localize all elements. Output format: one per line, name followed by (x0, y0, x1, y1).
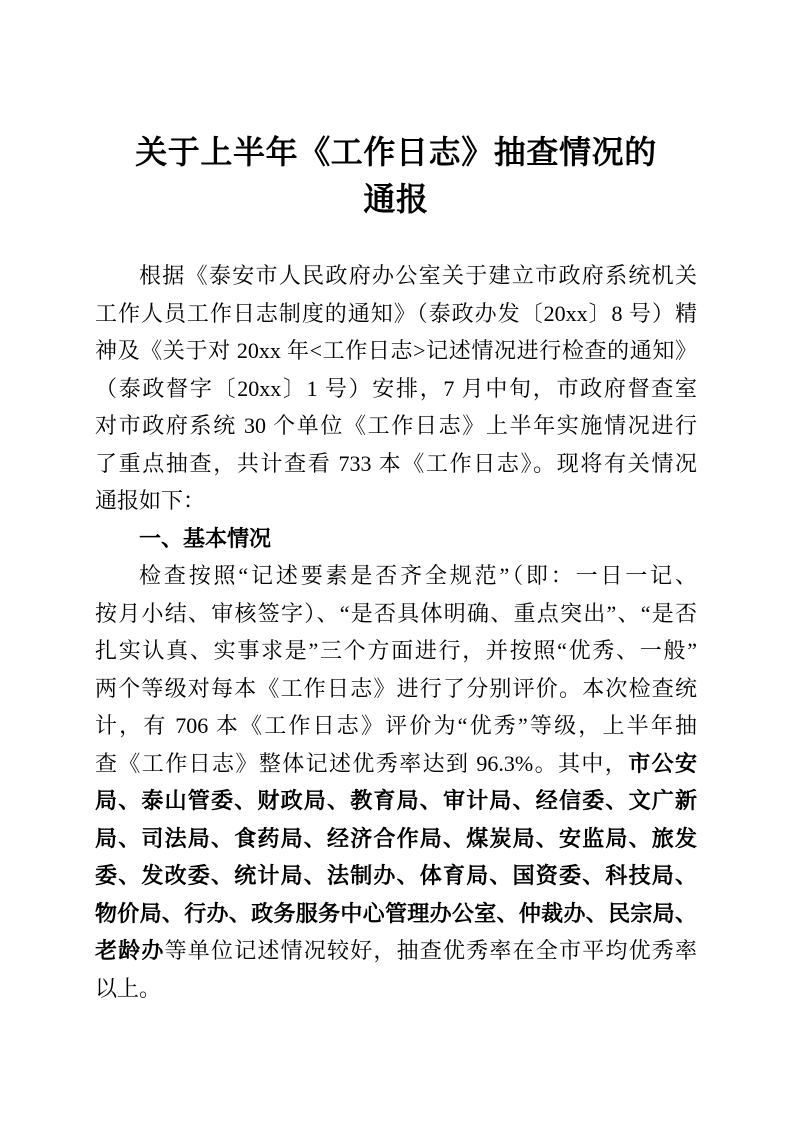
document-content (95, 0, 697, 1007)
text-line (95, 895, 697, 933)
title-line-1: 关于上半年《工作日志》抽查情况的 (135, 134, 657, 170)
text-line (95, 482, 697, 520)
bold-text-run: 委、发改委、统计局、法制办、体育局、国资委、科技局、 (95, 863, 697, 888)
bold-text-run: 市公安 (628, 750, 697, 776)
text-line (95, 332, 697, 370)
text-run: 以上。 (95, 975, 162, 1001)
paragraph-intro (95, 257, 697, 520)
text-line (95, 632, 697, 670)
text-line (95, 257, 697, 295)
text-line (95, 370, 697, 408)
text-run: 根据《泰安市人民政府办公室关于建立市政府系统机关 (139, 263, 697, 288)
text-run: 通报如下： (95, 488, 206, 513)
text-line (95, 820, 697, 858)
text-line (95, 970, 697, 1008)
text-run: 等单位记述情况较好，抽查优秀率在全市平均优秀率 (164, 938, 697, 963)
title-line-2: 通报 (363, 181, 429, 217)
bold-text-run: 物价局、行办、政务服务中心管理办公室、仲裁办、民宗局、 (95, 900, 697, 926)
text-line (95, 745, 697, 783)
text-run: 神及《关于对 20xx 年<工作日志>记述情况进行检查的通知》 (95, 338, 697, 363)
document-title (95, 0, 697, 223)
text-run: 按月小结、审核签字）、“是否具体明确、重点突出”、“是否 (95, 600, 697, 626)
text-run: 了重点抽查，共计查看 733 本《工作日志》。现将有关情况 (95, 450, 697, 476)
text-run: 两个等级对每本《工作日志》进行了分别评价。本次检查统 (95, 675, 697, 701)
section-heading-basic-situation: 一、基本情况 (139, 525, 272, 551)
paragraph-basic-situation (95, 557, 697, 1007)
text-line (95, 707, 697, 745)
bold-text-run: 局、泰山管委、财政局、教育局、审计局、经信委、文广新 (95, 788, 697, 813)
text-run: 计，有 706 本《工作日志》评价为“优秀”等级，上半年抽 (95, 713, 697, 738)
bold-text-run: 老龄办 (95, 938, 165, 963)
text-line (95, 295, 697, 333)
text-run: 扎实认真、实事求是”三个方面进行，并按照“优秀、一般” (95, 638, 697, 663)
text-line (95, 407, 697, 445)
text-run: 工作人员工作日志制度的通知》（泰政办发〔20xx〕8 号）精 (95, 300, 697, 326)
text-line (95, 557, 697, 595)
text-run: （泰政督字〔20xx〕1 号）安排，7 月中旬，市政府督查室 (95, 375, 697, 401)
text-line (95, 670, 697, 708)
text-run: 检查按照“记述要素是否齐全规范”（即：一日一记、 (139, 563, 697, 588)
text-line (95, 595, 697, 633)
text-line (95, 932, 697, 970)
text-line (95, 857, 697, 895)
bold-text-run: 局、司法局、食药局、经济合作局、煤炭局、安监局、旅发 (95, 825, 697, 851)
document-body (95, 257, 697, 1007)
text-line (95, 445, 697, 483)
text-line (95, 782, 697, 820)
text-run: 对市政府系统 30 个单位《工作日志》上半年实施情况进行 (95, 413, 697, 438)
text-run: 查《工作日志》整体记述优秀率达到 96.3%。其中， (95, 750, 629, 776)
